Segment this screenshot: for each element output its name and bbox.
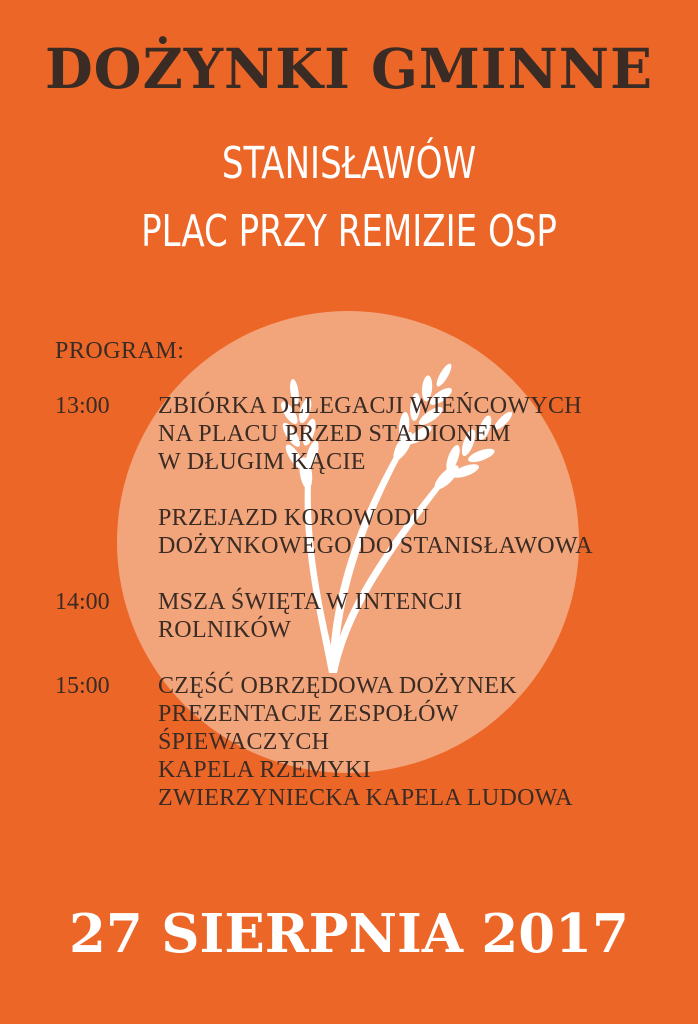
schedule-line: DOŻYNKOWEGO DO STANISŁAWOWA [158,533,593,559]
schedule-line: ROLNIKÓW [158,617,292,643]
event-date: 27 SIERPNIA 2017 [69,903,629,965]
schedule-line: KAPELA RZEMYKI [158,757,371,783]
schedule-line: PRZEJAZD KOROWODU [158,505,430,531]
schedule-line: ŚPIEWACZYCH [158,729,330,755]
location-town: STANISŁAWÓW [221,138,477,189]
schedule-time: 13:00 [55,393,110,419]
schedule-time: 14:00 [55,589,110,615]
schedule-line: CZĘŚĆ OBRZĘDOWA DOŻYNEK [158,673,517,699]
schedule-time: 15:00 [55,673,110,699]
schedule-line: NA PLACU PRZED STADIONEM [158,421,511,447]
program-label: PROGRAM: [55,338,185,364]
schedule-line: W DŁUGIM KĄCIE [158,449,366,475]
schedule-line: ZWIERZYNIECKA KAPELA LUDOWA [158,785,573,811]
poster-title: DOŻYNKI GMINNE [44,36,654,101]
schedule-line: ZBIÓRKA DELEGACJI WIEŃCOWYCH [158,393,582,419]
schedule-line: PREZENTACJE ZESPOŁÓW [158,701,459,727]
schedule-line: MSZA ŚWIĘTA W INTENCJI [158,589,463,615]
location-venue: PLAC PRZY REMIZIE OSP [141,206,557,257]
